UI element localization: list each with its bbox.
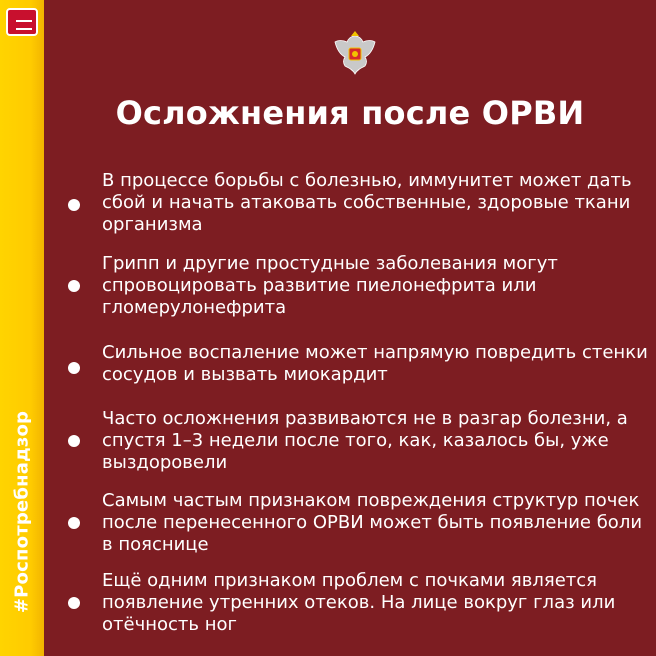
list-item-text: Грипп и другие простудные заболевания могут спровоцировать развитие пиелонефрита или гломерулонефрита <box>102 253 558 318</box>
hashtag-label <box>4 382 40 642</box>
bullet-icon <box>68 199 80 211</box>
list-item-text: Сильное воспаление может напрямую повредить стенки сосудов и вызвать миокардит <box>102 342 648 385</box>
bullet-icon <box>68 597 80 609</box>
list-item-text: Часто осложнения развиваются не в разгар болезни, а спустя 1–3 недели после того, как, казалось бы, уже выздоровели <box>102 408 628 473</box>
list-item-text: В процессе борьбы с болезнью, иммунитет может дать сбой и начать атаковать собственные, здоровые ткани организма <box>102 170 632 235</box>
list-item-text: Самым частым признаком повреждения структур почек после перенесенного ОРВИ может быть появление боли в пояснице <box>102 490 643 555</box>
organization-badge-icon <box>6 8 38 36</box>
hashtag-text: #Роспотребнадзор <box>11 410 33 614</box>
bullet-icon <box>68 362 80 374</box>
bullet-icon <box>68 280 80 292</box>
bullet-icon <box>68 435 80 447</box>
bullet-icon <box>68 517 80 529</box>
coat-of-arms-icon <box>333 30 377 76</box>
page-title: Осложнения после ОРВИ <box>115 94 585 132</box>
list-item-text: Ещё одним признаком проблем с почками является появление утренних отеков. На лице вокруг глаз или отёчность ног <box>102 570 616 635</box>
